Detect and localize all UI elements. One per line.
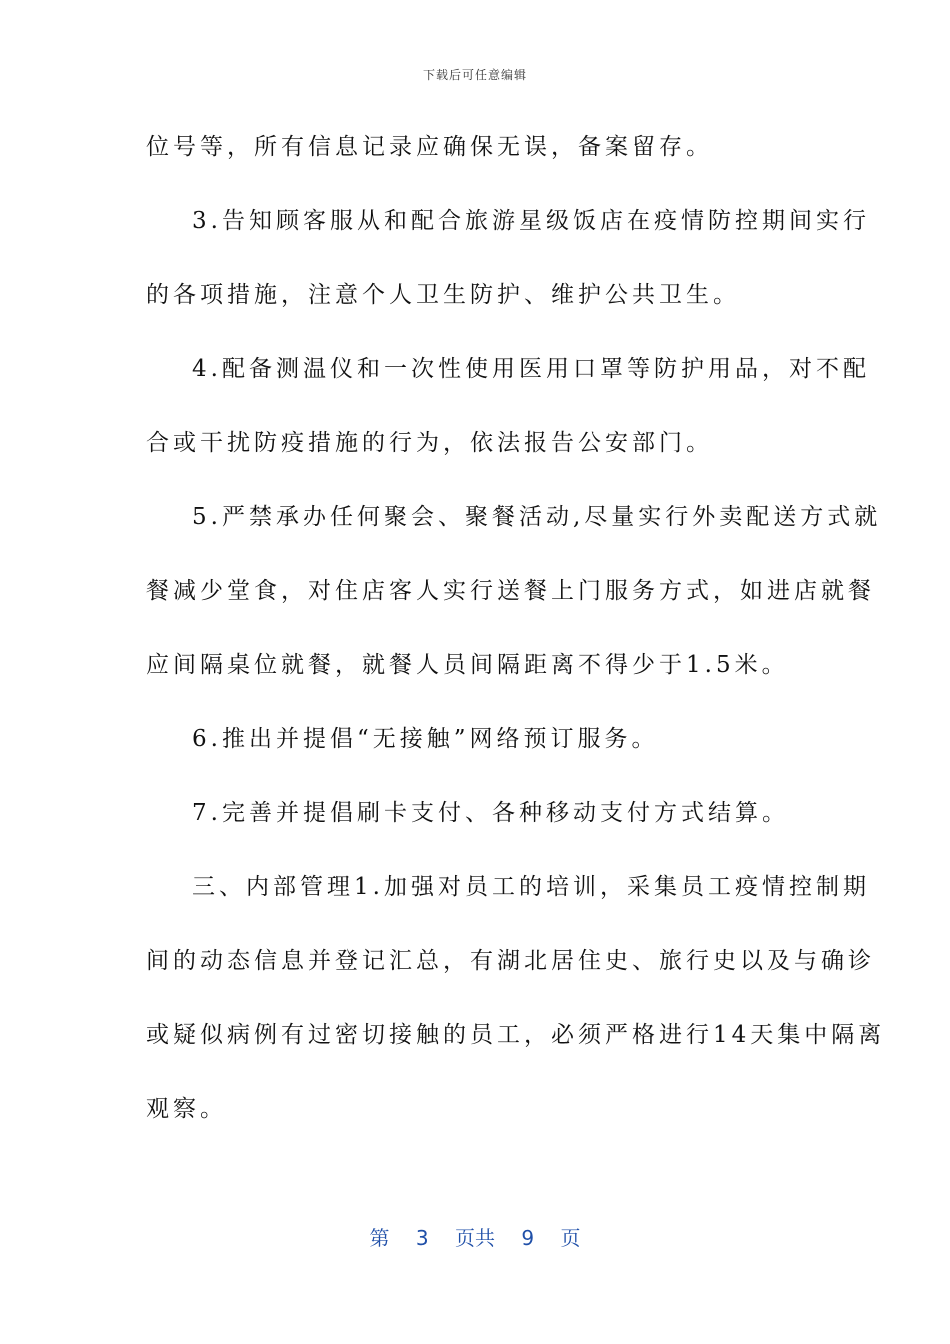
text-line: 7.完善并提倡刷卡支付、各种移动支付方式结算。 — [192, 800, 789, 826]
text-line: 应间隔桌位就餐，就餐人员间隔距离不得少于1.5米。 — [146, 652, 789, 678]
text-line: 3.告知顾客服从和配合旅游星级饭店在疫情防控期间实行 — [192, 208, 870, 234]
page-mid-label: 页共 — [455, 1226, 495, 1250]
text-line: 位号等，所有信息记录应确保无误，备案留存。 — [146, 134, 713, 160]
text-line: 6.推出并提倡“无接触”网络预订服务。 — [192, 726, 659, 752]
text-line: 餐减少堂食，对住店客人实行送餐上门服务方式，如进店就餐 — [146, 578, 875, 604]
header-note: 下载后可任意编辑 — [422, 68, 527, 82]
text-line: 5.严禁承办任何聚会、聚餐活动,尽量实行外卖配送方式就 — [192, 504, 882, 530]
document-body — [146, 110, 886, 1146]
page-total: 9 — [521, 1226, 535, 1250]
text-line: 三、内部管理1.加强对员工的培训，采集员工疫情控制期 — [192, 874, 870, 900]
text-line: 的各项措施，注意个人卫生防护、维护公共卫生。 — [146, 282, 740, 308]
text-line: 观察。 — [146, 1096, 227, 1122]
text-line: 或疑似病例有过密切接触的员工，必须严格进行14天集中隔离 — [146, 1022, 886, 1048]
page-current: 3 — [415, 1226, 429, 1250]
page-number-footer — [0, 1222, 950, 1251]
text-line: 间的动态信息并登记汇总，有湖北居住史、旅行史以及与确诊 — [146, 948, 875, 974]
text-line: 合或干扰防疫措施的行为，依法报告公安部门。 — [146, 430, 713, 456]
text-line: 4.配备测温仪和一次性使用医用口罩等防护用品，对不配 — [192, 356, 870, 382]
page-end-label: 页 — [560, 1226, 581, 1250]
page-label: 第 — [369, 1226, 390, 1250]
